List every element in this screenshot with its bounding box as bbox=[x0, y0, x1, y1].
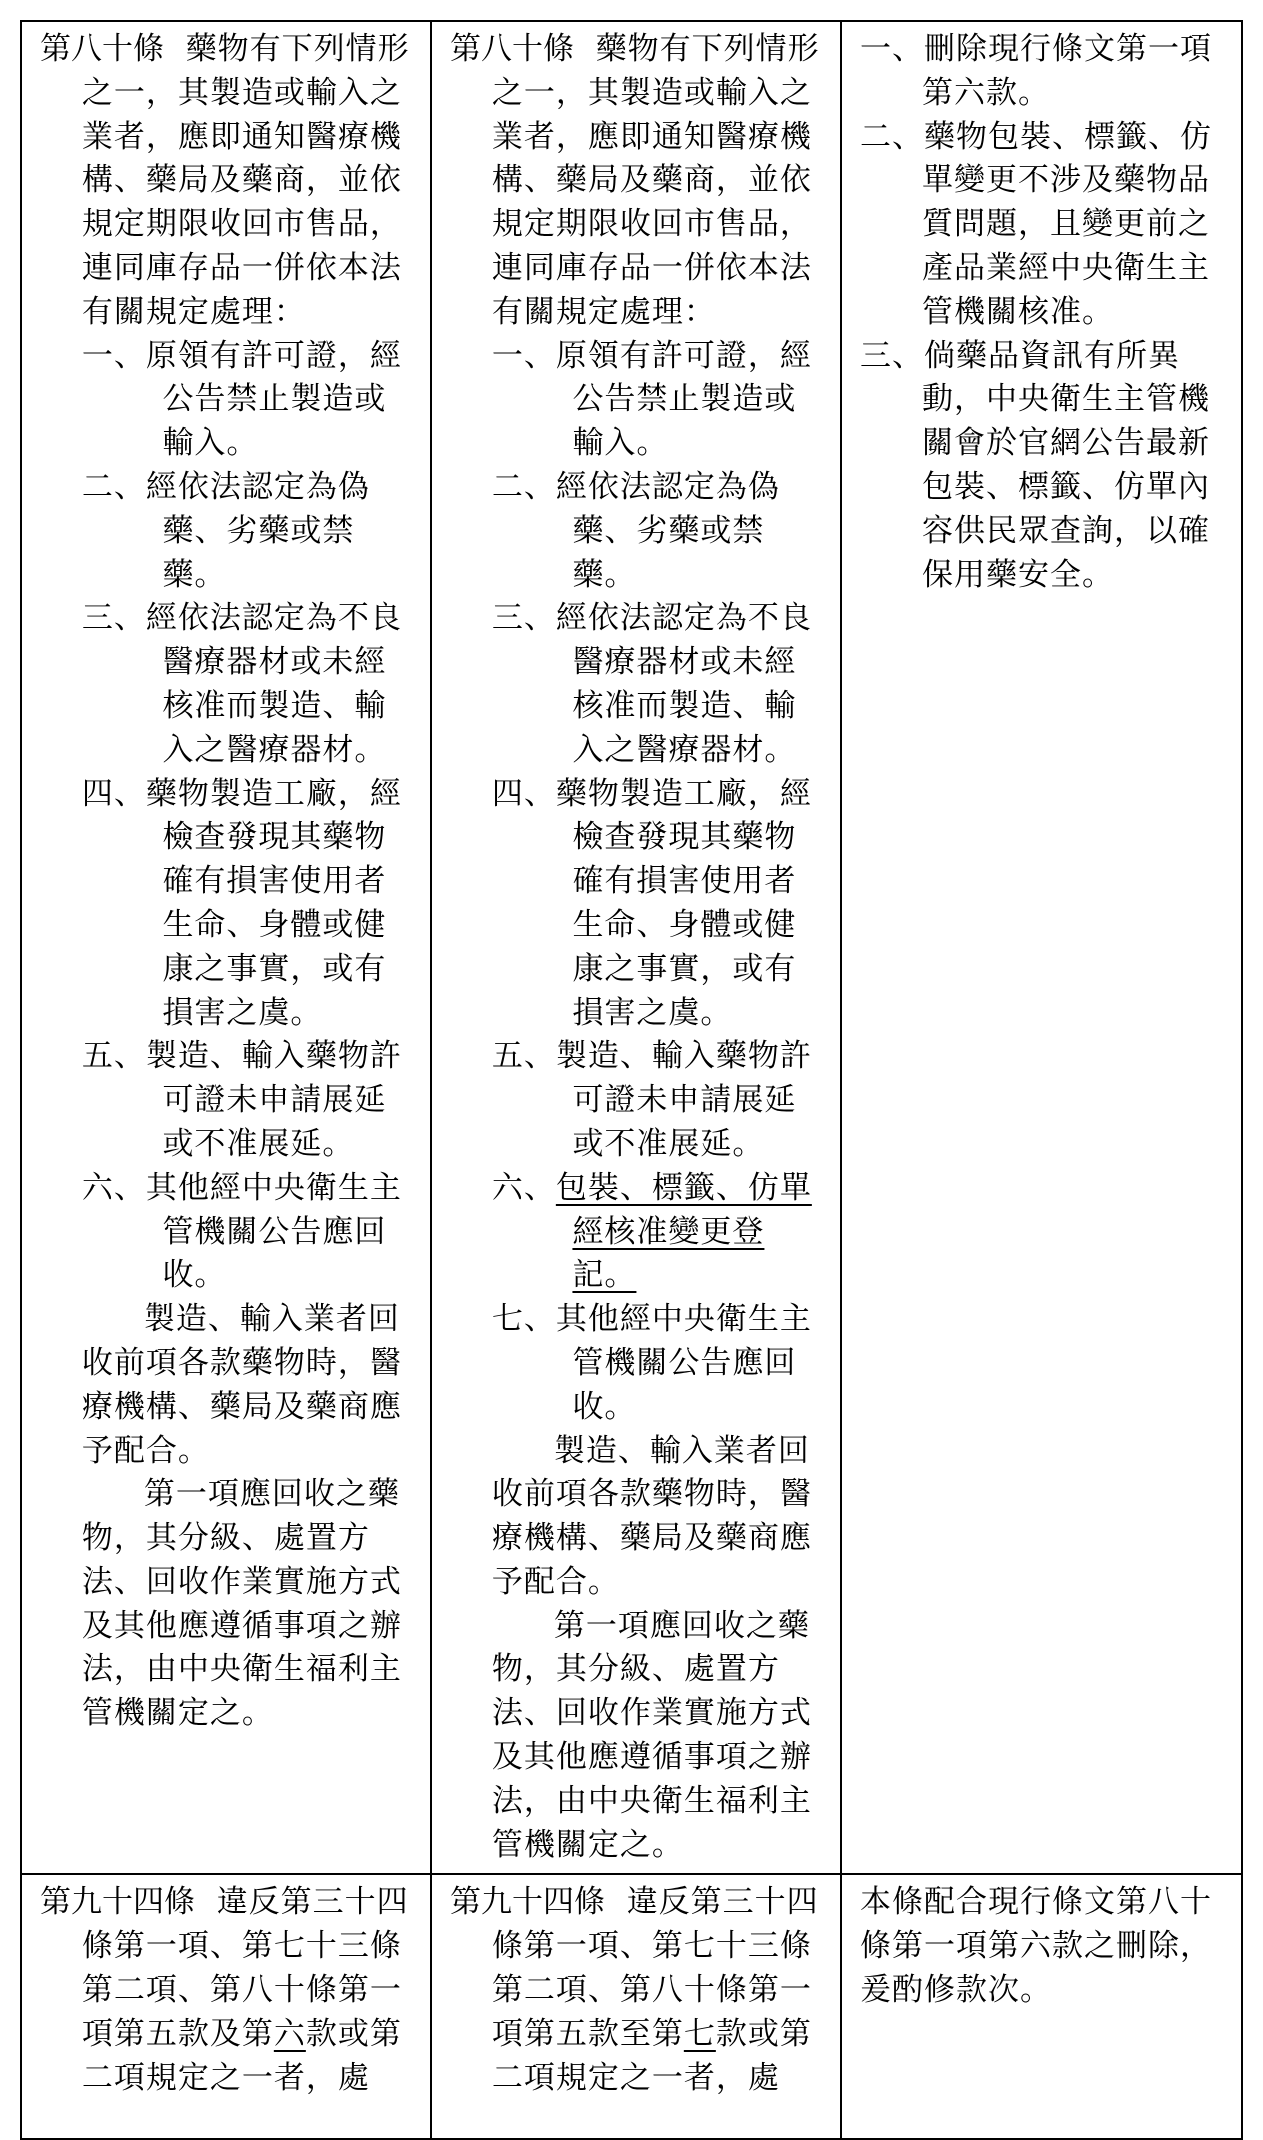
item-number: 三、 bbox=[81, 600, 146, 637]
list-item-amended bbox=[492, 1167, 826, 1298]
item-text: 製造、輸入藥物許可證未申請展延或不准展延。 bbox=[145, 1038, 402, 1162]
item-text: 刪除現行條文第一項第六款。 bbox=[922, 31, 1212, 111]
item-number: 二、 bbox=[860, 118, 924, 155]
item-text-underlined: 包裝、標籤、仿單經核准變更登記。 bbox=[555, 1169, 812, 1294]
item-text: 原領有許可證，經公告禁止製造或輸入。 bbox=[145, 337, 402, 462]
article-heading: 第八十條 bbox=[450, 31, 574, 67]
item-text: 藥物製造工廠，經檢查發現其藥物確有損害使用者生命、身體或健康之事實，或有損害之虞。 bbox=[555, 775, 812, 1031]
proposed-text-cell bbox=[431, 1874, 841, 2139]
article-text: 違反第三十四條第一項、第七十三條第二項、第八十條第一項第五款至第 bbox=[491, 1884, 819, 2052]
item-number: 一、 bbox=[860, 31, 924, 67]
article-heading: 第九十四條 bbox=[450, 1884, 605, 1921]
article-lead-text: 藥物有下列情形之一，其製造或輸入之業者，應即通知醫療機構、藥局及藥商，並依規定期限收回市售品，連同庫存品一併依本法有關規定處理： bbox=[81, 31, 410, 330]
list-item bbox=[492, 335, 826, 466]
article-text: 違反第三十四條第一項、第七十三條第二項、第八十條第一項第五款及第 bbox=[81, 1884, 409, 2052]
list-item bbox=[82, 773, 416, 1036]
underlined-text: 六 bbox=[273, 2015, 306, 2052]
list-item bbox=[492, 466, 826, 597]
item-number: 一、 bbox=[491, 337, 556, 374]
paragraph: 第一項應回收之藥物，其分級、處置方法、回收作業實施方式及其他應遵循事項之辦法，由中央衛生福利主管機關定之。 bbox=[491, 1607, 812, 1863]
article-text: 款或第二項規定之一者，處 bbox=[81, 2015, 402, 2096]
list-item bbox=[82, 466, 416, 597]
item-number: 三、 bbox=[860, 337, 924, 374]
underlined-text: 七 bbox=[683, 2015, 716, 2052]
comparison-table bbox=[20, 20, 1243, 2140]
item-number: 一、 bbox=[81, 337, 146, 374]
explanation-item bbox=[860, 28, 1227, 116]
item-number: 三、 bbox=[491, 600, 556, 637]
list-item bbox=[492, 773, 826, 1036]
item-text: 經依法認定為不良醫療器材或未經核准而製造、輸入之醫療器材。 bbox=[555, 600, 812, 768]
paragraph: 製造、輸入業者回收前項各款藥物時，醫療機構、藥局及藥商應予配合。 bbox=[491, 1432, 812, 1600]
table-row bbox=[21, 21, 1242, 1874]
item-number: 二、 bbox=[81, 468, 146, 505]
explanation-item bbox=[860, 116, 1227, 335]
explanation-cell bbox=[841, 1874, 1242, 2139]
item-text: 其他經中央衛生主管機關公告應回收。 bbox=[555, 1301, 812, 1425]
item-number: 五、 bbox=[491, 1038, 556, 1075]
current-text-cell bbox=[21, 1874, 431, 2139]
item-text: 藥物包裝、標籤、仿單變更不涉及藥物品質問題，且變更前之產品業經中央衛生主管機關核准。 bbox=[922, 118, 1212, 330]
list-item bbox=[492, 597, 826, 772]
list-item bbox=[492, 1035, 826, 1166]
paragraph: 第一項應回收之藥物，其分級、處置方法、回收作業實施方式及其他應遵循事項之辦法，由中央衛生福利主管機關定之。 bbox=[81, 1476, 402, 1732]
item-text: 製造、輸入藥物許可證未申請展延或不准展延。 bbox=[555, 1038, 812, 1162]
article-lead bbox=[450, 1881, 826, 2100]
current-text-cell bbox=[21, 21, 431, 1874]
item-number: 七、 bbox=[491, 1301, 556, 1338]
article-lead bbox=[40, 1881, 416, 2100]
item-number: 四、 bbox=[81, 775, 146, 812]
article-heading: 第八十條 bbox=[40, 31, 164, 67]
item-number: 五、 bbox=[81, 1038, 146, 1075]
list-item bbox=[82, 1167, 416, 1298]
item-text: 其他經中央衛生主管機關公告應回收。 bbox=[145, 1169, 402, 1294]
explanation-cell bbox=[841, 21, 1242, 1874]
item-text: 倘藥品資訊有所異動，中央衛生主管機關會於官網公告最新包裝、標籤、仿單內容供民眾查詢，以確保用藥安全。 bbox=[922, 337, 1210, 593]
item-number: 六、 bbox=[491, 1169, 556, 1206]
list-item bbox=[82, 335, 416, 466]
explanation-text: 本條配合現行條文第八十條第一項第六款之刪除，爰酌修款次。 bbox=[860, 1884, 1212, 2009]
paragraph: 製造、輸入業者回收前項各款藥物時，醫療機構、藥局及藥商應予配合。 bbox=[81, 1301, 402, 1469]
article-lead bbox=[450, 28, 826, 335]
list-item bbox=[82, 1035, 416, 1166]
list-item bbox=[82, 597, 416, 772]
item-text: 經依法認定為不良醫療器材或未經核准而製造、輸入之醫療器材。 bbox=[145, 600, 402, 768]
explanation-item bbox=[860, 335, 1227, 598]
list-item bbox=[492, 1298, 826, 1429]
item-text: 原領有許可證，經公告禁止製造或輸入。 bbox=[555, 337, 812, 462]
item-number: 二、 bbox=[491, 468, 556, 505]
item-number: 四、 bbox=[491, 775, 556, 812]
item-text: 藥物製造工廠，經檢查發現其藥物確有損害使用者生命、身體或健康之事實，或有損害之虞。 bbox=[145, 775, 402, 1031]
article-text: 款或第二項規定之一者，處 bbox=[491, 2015, 812, 2096]
item-text: 經依法認定為偽藥、劣藥或禁藥。 bbox=[145, 468, 370, 593]
proposed-text-cell bbox=[431, 21, 841, 1874]
article-heading: 第九十四條 bbox=[40, 1884, 195, 1921]
item-number: 六、 bbox=[81, 1169, 146, 1206]
article-lead-text: 藥物有下列情形之一，其製造或輸入之業者，應即通知醫療機構、藥局及藥商，並依規定期限收回市售品，連同庫存品一併依本法有關規定處理： bbox=[491, 31, 820, 330]
article-lead bbox=[40, 28, 416, 335]
table-row bbox=[21, 1874, 1242, 2139]
item-text: 經依法認定為偽藥、劣藥或禁藥。 bbox=[555, 468, 780, 593]
